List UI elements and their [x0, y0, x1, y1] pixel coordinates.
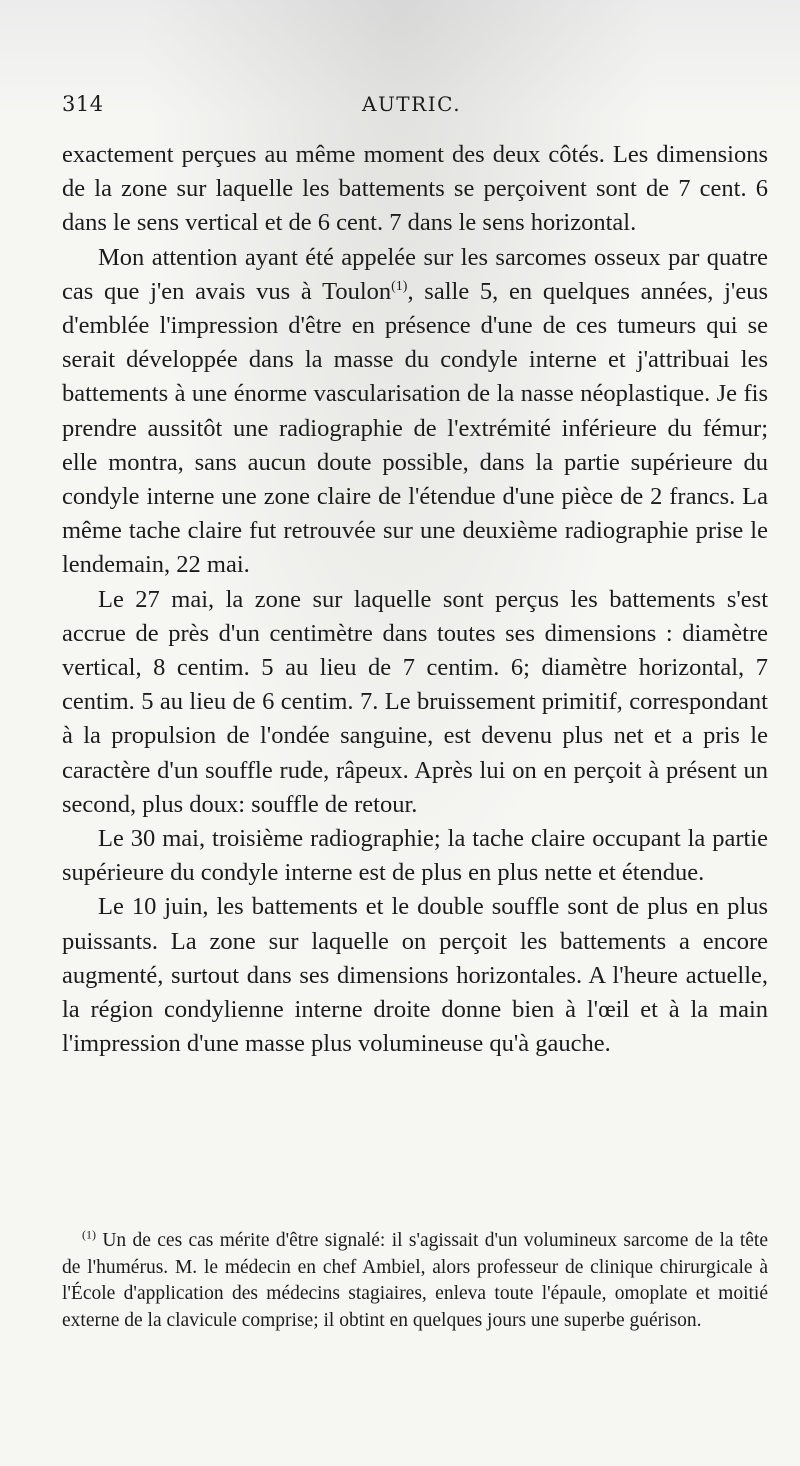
paragraph-5 [62, 890, 768, 1061]
running-title: AUTRIC. [362, 92, 462, 116]
paragraph-1 [62, 138, 768, 241]
paragraph-2 [62, 241, 768, 583]
paragraph-text-before-note: Mon attention ayant été appelée sur les sarcomes osseux par quatre cas que j'en avais vus à Toulon [62, 243, 768, 305]
footnote-marker: (1) [82, 1227, 96, 1242]
page-header [62, 92, 782, 122]
footnote-reference[interactable]: (1) [391, 278, 408, 294]
paragraph-text: Le 27 mai, la zone sur laquelle sont perçus les battements s'est accrue de près d'un centimètre dans toutes ses dimensions : diamètre vertical, 8 centim. 5 au lieu de 7 centim. 6; diamètre horizontal, 7 centim. 5 au lieu de 6 centim. 7. Le bruissement primitif, correspondant à la propulsion de l'ondée sanguine, est devenu plus net et a pris le caractère d'un souffle rude, râpeux. Après lui on en perçoit à présent un second, plus doux: souffle de retour. [62, 585, 768, 818]
paragraph-3 [62, 583, 768, 822]
paragraph-text: exactement perçues au même moment des deux côtés. Les dimensions de la zone sur laquelle les battements se perçoivent sont de 7 cent. 6 dans le sens vertical et de 6 cent. 7 dans le sens horizontal. [62, 141, 768, 237]
paragraph-4 [62, 822, 768, 890]
body-text [62, 138, 768, 1061]
paragraph-text-after-note: , salle 5, en quelques années, j'eus d'emblée l'impression d'être en présence d'une de ces tumeurs qui se serait développée dans la masse du condyle interne et j'attribuai les battements à une énorme vascularisation de la nasse néoplastique. Je fis prendre aussitôt une radiographie de l'extrémité inférieure du fémur; elle montra, sans aucun doute possible, dans la partie supérieure du condyle interne une zone claire de l'étendue d'une pièce de 2 francs. La même tache claire fut retrouvée sur une deuxième radiographie prise le lendemain, 22 mai. [62, 277, 768, 579]
page-number: 314 [62, 92, 104, 116]
footnote [62, 1228, 768, 1334]
paragraph-text: Le 30 mai, troisième radiographie; la tache claire occupant la partie supérieure du condyle interne est de plus en plus nette et étendue. [62, 825, 768, 887]
footnote-text: Un de ces cas mérite d'être signalé: il s'agissait d'un volumineux sarcome de la tête de l'humérus. M. le médecin en chef Ambiel, alors professeur de clinique chirurgicale à l'École d'application des médecins stagiaires, enleva toute l'épaule, omoplate et moitié externe de la clavicule comprise; il obtint en quelques jours une superbe guérison. [62, 1230, 768, 1331]
paragraph-text: Le 10 juin, les battements et le double souffle sont de plus en plus puissants. La zone sur laquelle on perçoit les battements a encore augmenté, surtout dans ses dimensions horizontales. A l'heure actuelle, la région condylienne interne droite donne bien à l'œil et à la main l'impression d'une masse plus volumineuse qu'à gauche. [62, 893, 768, 1058]
